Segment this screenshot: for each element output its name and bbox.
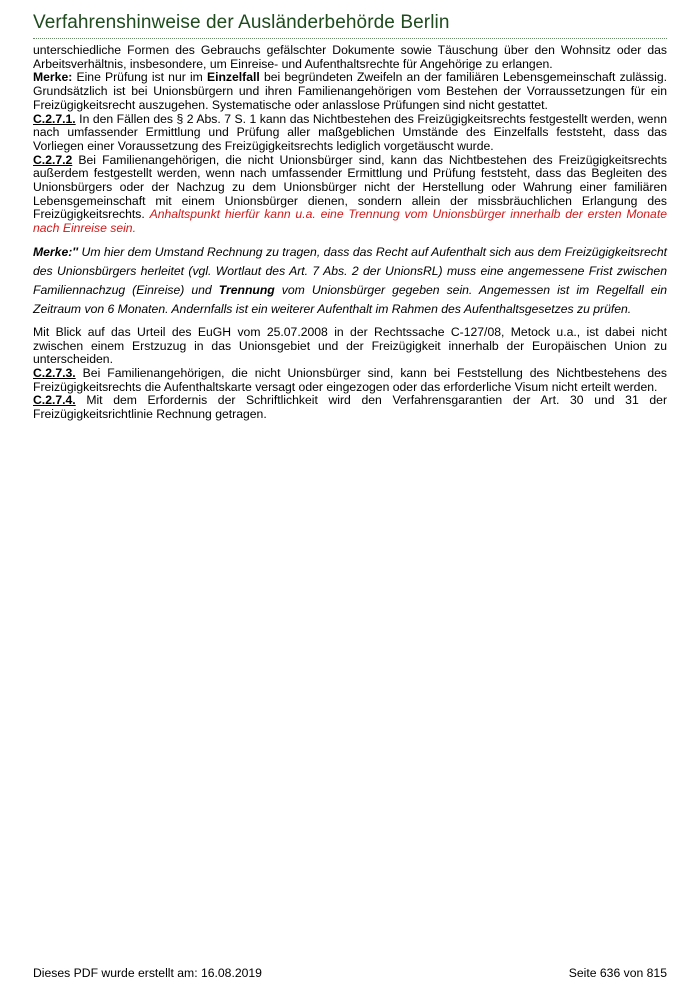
section-number-c272: C.2.7.2 [33, 152, 73, 167]
merke-text-2: bei begründeten Zweifeln an der familiären Lebensgemeinschaft zulässig. Grundsätzlich ist bei Unionsbürgern und ihren Familienangehörigen vom Bestehen der Vorraussetzungen für ein Freizügigkeitsrecht auszugehen. Systematische oder anlasslose Prüfungen sind nicht gestattet. [33, 70, 668, 112]
merke-label: Merke: [33, 70, 73, 85]
section-number-c274: C.2.7.4. [33, 393, 76, 408]
paragraph-merke-2 [33, 243, 667, 319]
section-number-c271: C.2.7.1. [33, 111, 76, 126]
document-title: Verfahrenshinweise der Ausländerbehörde Berlin [33, 12, 450, 33]
paragraph-intro [33, 44, 667, 71]
paragraph-c271 [33, 113, 667, 154]
merke-label-2: Merke:'' [33, 244, 79, 259]
merke2-text-1: Um hier dem Umstand Rechnung zu tragen, dass das Recht auf Aufenthalt sich aus dem Freizügigkeitsrecht des Unionsbürgers herleitet (vgl. Wortlaut des Art. 7 Abs. 2 der UnionsRL) muss eine angemessene Frist zwischen Familiennachzug (Einreise) und [33, 244, 667, 297]
paragraph-c273 [33, 367, 667, 394]
section-text-c272: Bei Familienangehörigen, die nicht Unionsbürger sind, kann das Nichtbestehen des Freizügigkeitsrechts außerdem festgestellt werden, wenn nach umfassender Ermittlung und Prüfung feststeht, dass das Begleiten des Unionsbürgers oder der Nachzug zu dem Unionsbürger nicht der Herstellung oder Wahrung einer familiären Lebensgemeinschaft mit einem Unionsbürger dienen, sondern allein der missbräuchlichen Erlangung des Freizügigkeitsrechts. [33, 152, 667, 222]
paragraph-merke-1 [33, 71, 667, 112]
page-footer [33, 966, 667, 980]
paragraph-c272 [33, 154, 667, 236]
section-text-c274: Mit dem Erfordernis der Schriftlichkeit wird den Verfahrensgarantien der Art. 30 und 31 der Freizügigkeitsrichtlinie Rechnung getragen. [33, 393, 667, 422]
section-text-c271: In den Fällen des § 2 Abs. 7 S. 1 kann das Nichtbestehen des Freizügigkeitsrechts festgestellt werden, wenn nach umfassender Ermittlung und Prüfung aller maßgeblichen Umstände des Einzelfalls feststeht, dass das Vorliegen einer Voraussetzung des Freizügigkeitsrechts lediglich vorgetäuscht wurde. [33, 111, 667, 153]
merke2-emphasis: Trennung [218, 282, 275, 297]
paragraph-eugh-text: Mit Blick auf das Urteil des EuGH vom 25.07.2008 in der Rechtssache C-127/08, Metock u.a., ist dabei nicht zwischen einem Erstzuzug in das Unionsgebiet und der Freizügigkeit innerhalb der Europäischen Union zu unterscheiden. [33, 324, 667, 367]
highlighted-note: Anhaltspunkt hierfür kann u.a. eine Trennung vom Unionsbürger innerhalb der ersten Monate nach Einreise sein. [33, 207, 667, 236]
merke2-text-2: vom Unionsbürger gegeben sein. Angemessen ist im Regelfall ein Zeitraum von 6 Monaten. Andernfalls ist ein weiterer Aufenthalt im Rahmen des Aufenthaltsgesetzes zu prüfen. [33, 282, 667, 316]
creation-date: Dieses PDF wurde erstellt am: 16.08.2019 [33, 966, 262, 980]
paragraph-intro-text: unterschiedliche Formen des Gebrauchs gefälschter Dokumente sowie Täuschung über den Wohnsitz oder das Arbeitsverhältnis, insbesondere, um Einreise- und Aufenthaltsrechte für Angehörige zu erlangen. [33, 43, 667, 71]
merke-emphasis: Einzelfall [206, 70, 260, 85]
section-number-c273: C.2.7.3. [33, 365, 76, 380]
section-text-c273: Bei Familienangehörigen, die nicht Unionsbürger sind, kann bei Feststellung des Nichtbestehens des Freizügigkeitsrechts die Aufenthaltskarte versagt oder eingezogen oder das erforderliche Visum nicht erteilt werden. [33, 365, 667, 394]
page-header [33, 12, 667, 39]
document-body [33, 44, 667, 422]
page-number: Seite 636 von 815 [568, 966, 667, 980]
merke-text-1: Eine Prüfung ist nur im [72, 70, 207, 85]
paragraph-c274 [33, 394, 667, 421]
paragraph-eugh [33, 326, 667, 367]
